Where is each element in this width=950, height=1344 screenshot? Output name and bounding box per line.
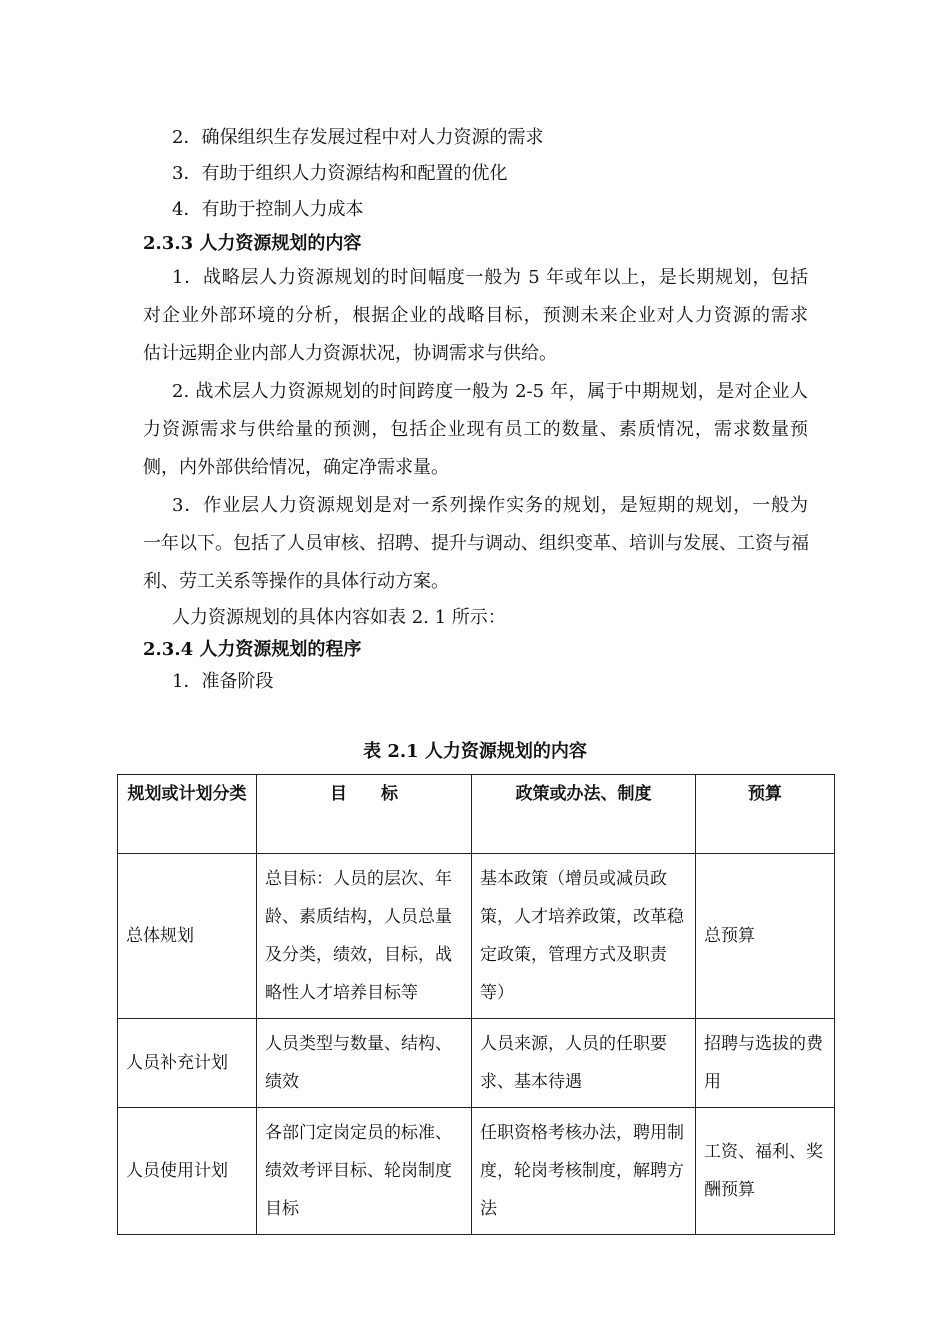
cell-category: 人员补充计划 — [118, 1019, 257, 1108]
section-heading: 2.3.4 人力资源规划的程序 — [143, 639, 362, 660]
cell-policy: 人员来源，人员的任职要求、基本待遇 — [472, 1019, 696, 1108]
list-item: 4．有助于控制人力成本 — [172, 199, 364, 220]
cell-goal: 人员类型与数量、结构、绩效 — [257, 1019, 472, 1108]
cell-policy: 基本政策（增员或减员政策，人才培养政策，改革稳定政策，管理方式及职责等） — [472, 854, 696, 1019]
paragraph-line: 1．战略层人力资源规划的时间幅度一般为 5 年或年以上，是长期规划，包括 — [172, 267, 808, 288]
table-caption: 表 2.1 人力资源规划的内容 — [363, 741, 587, 762]
cell-category: 总体规划 — [118, 854, 257, 1019]
cell-budget: 工资、福利、奖酬预算 — [696, 1108, 835, 1235]
list-item: 1．准备阶段 — [172, 671, 274, 692]
list-item: 2．确保组织生存发展过程中对人力资源的需求 — [172, 127, 544, 148]
cell-budget: 总预算 — [696, 854, 835, 1019]
plan-table — [117, 774, 835, 1235]
paragraph-line: 3．作业层人力资源规划是对一系列操作实务的规划，是短期的规划，一般为 — [172, 495, 808, 516]
paragraph-line: 估计远期企业内部人力资源状况，协调需求与供给。 — [143, 343, 557, 364]
table-header-row — [118, 775, 835, 854]
header-category: 规划或计划分类 — [118, 775, 257, 854]
paragraph-line: 对企业外部环境的分析，根据企业的战略目标，预测未来企业对人力资源的需求 — [143, 305, 808, 326]
header-policy: 政策或办法、制度 — [472, 775, 696, 854]
cell-goal: 各部门定岗定员的标准、绩效考评目标、轮岗制度目标 — [257, 1108, 472, 1235]
paragraph-line: 人力资源规划的具体内容如表 2. 1 所示： — [172, 607, 506, 628]
paragraph-line: 侧，内外部供给情况，确定净需求量。 — [143, 457, 449, 478]
table-row — [118, 1108, 835, 1235]
cell-goal: 总目标：人员的层次、年龄、素质结构，人员总量及分类，绩效，目标，战略性人才培养目标等 — [257, 854, 472, 1019]
cell-category: 人员使用计划 — [118, 1108, 257, 1235]
paragraph-line: 一年以下。包括了人员审核、招聘、提升与调动、组织变革、培训与发展、工资与福 — [143, 533, 809, 554]
cell-budget: 招聘与选拔的费用 — [696, 1019, 835, 1108]
cell-policy: 任职资格考核办法，聘用制度，轮岗考核制度，解聘方法 — [472, 1108, 696, 1235]
header-budget: 预算 — [696, 775, 835, 854]
table-row — [118, 1019, 835, 1108]
table-row — [118, 854, 835, 1019]
list-item: 3．有助于组织人力资源结构和配置的优化 — [172, 163, 508, 184]
section-heading: 2.3.3 人力资源规划的内容 — [143, 233, 362, 254]
header-goal: 目 标 — [257, 775, 472, 854]
paragraph-line: 力资源需求与供给量的预测，包括企业现有员工的数量、素质情况，需求数量预 — [143, 419, 808, 440]
paragraph-line: 2. 战术层人力资源规划的时间跨度一般为 2-5 年，属于中期规划，是对企业人 — [172, 381, 808, 402]
paragraph-line: 利、劳工关系等操作的具体行动方案。 — [143, 571, 449, 592]
